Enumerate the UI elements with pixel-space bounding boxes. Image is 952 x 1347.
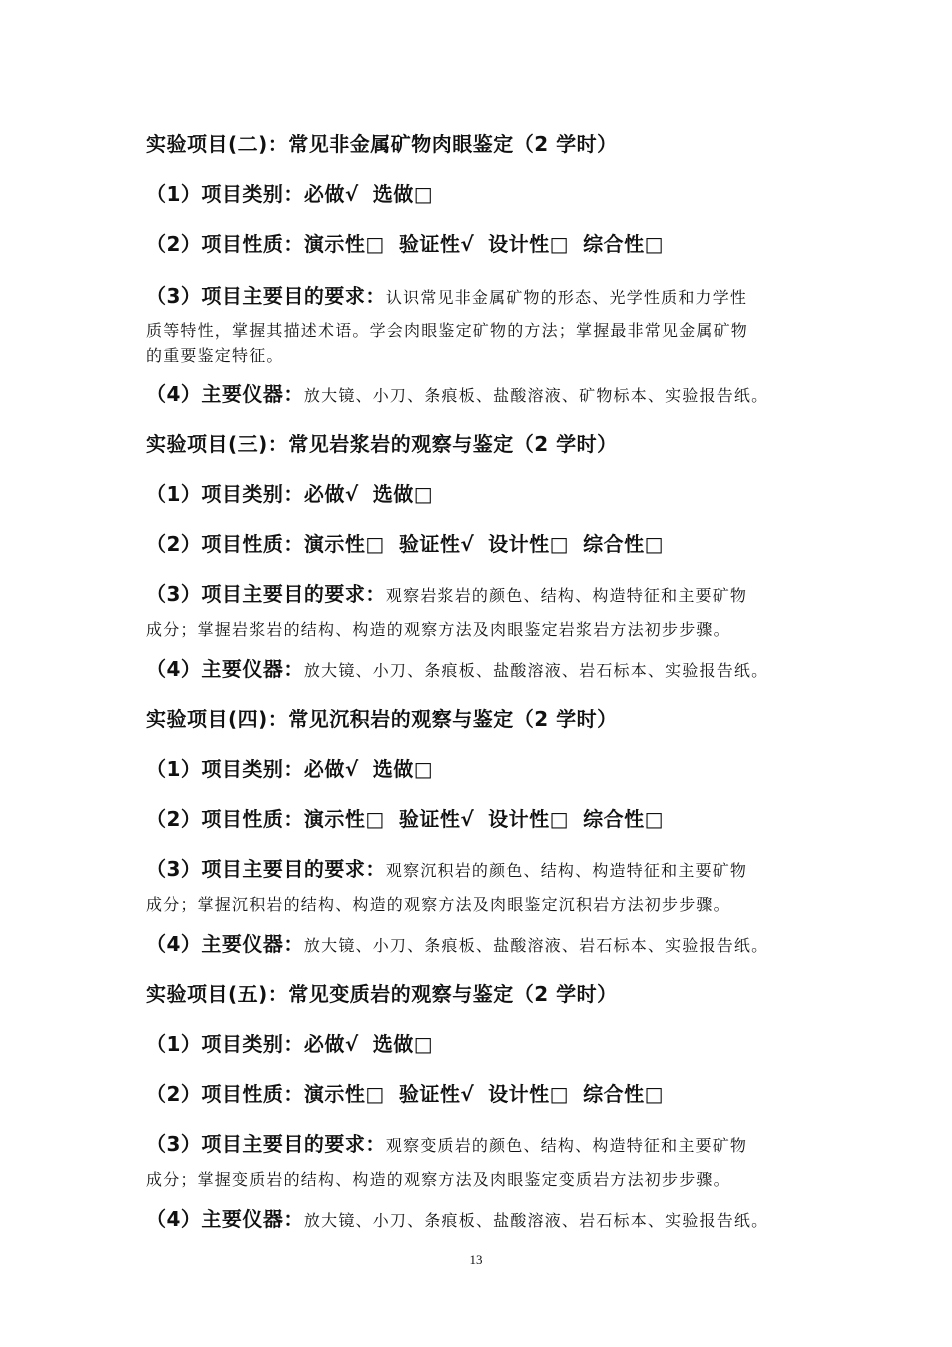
category-line xyxy=(146,178,822,207)
requirement-line xyxy=(146,853,822,882)
requirement-prefix: （3）项目主要目的要求： xyxy=(146,1132,386,1156)
page-number: 13 xyxy=(469,1252,483,1267)
section-title: 实验项目(五)：常见变质岩的观察与鉴定（2 学时） xyxy=(146,982,618,1006)
requirement-prefix: （3）项目主要目的要求： xyxy=(146,857,386,881)
requirement-line xyxy=(146,280,822,309)
category-prefix: （1）项目类别： xyxy=(146,482,304,506)
category-line xyxy=(146,1028,822,1057)
nature-prefix: （2）项目性质： xyxy=(146,1082,304,1106)
category-line xyxy=(146,753,822,782)
requirement-prefix: （3）项目主要目的要求： xyxy=(146,284,386,308)
requirement-text: 观察沉积岩的颜色、结构、构造特征和主要矿物 xyxy=(385,861,748,880)
section-title: 实验项目(三)：常见岩浆岩的观察与鉴定（2 学时） xyxy=(146,432,618,456)
nature-demo: 演示性□ xyxy=(303,532,385,556)
category-prefix: （1）项目类别： xyxy=(146,182,304,206)
requirement-continuation: 质等特性，掌握其描述术语。学会肉眼鉴定矿物的方法；掌握最非常见金属矿物 xyxy=(146,321,749,340)
instruments-prefix: （4）主要仪器： xyxy=(146,657,304,681)
category-optional: 选做□ xyxy=(372,757,434,781)
instruments-line xyxy=(146,928,822,957)
nature-verify: 验证性√ xyxy=(398,807,475,831)
category-optional: 选做□ xyxy=(372,1032,434,1056)
nature-demo: 演示性□ xyxy=(303,807,385,831)
category-must: 必做√ xyxy=(303,482,359,506)
nature-line xyxy=(146,803,822,832)
nature-design: 设计性□ xyxy=(488,532,570,556)
requirement-text: 观察变质岩的颜色、结构、构造特征和主要矿物 xyxy=(385,1136,748,1155)
category-line xyxy=(146,478,822,507)
requirement-line xyxy=(146,578,822,607)
nature-design: 设计性□ xyxy=(488,232,570,256)
category-must: 必做√ xyxy=(303,757,359,781)
instruments-text: 放大镜、小刀、条痕板、盐酸溶液、岩石标本、实验报告纸。 xyxy=(303,936,769,955)
nature-design: 设计性□ xyxy=(488,807,570,831)
section-title: 实验项目(二)：常见非金属矿物肉眼鉴定（2 学时） xyxy=(146,132,618,156)
nature-verify: 验证性√ xyxy=(398,1082,475,1106)
section-title: 实验项目(四)：常见沉积岩的观察与鉴定（2 学时） xyxy=(146,707,618,731)
nature-prefix: （2）项目性质： xyxy=(146,807,304,831)
nature-prefix: （2）项目性质： xyxy=(146,532,304,556)
category-must: 必做√ xyxy=(303,1032,359,1056)
nature-line xyxy=(146,1078,822,1107)
requirement-line xyxy=(146,1128,822,1157)
instruments-text: 放大镜、小刀、条痕板、盐酸溶液、矿物标本、实验报告纸。 xyxy=(303,386,769,405)
requirement-continuation: 成分；掌握沉积岩的结构、构造的观察方法及肉眼鉴定沉积岩方法初步步骤。 xyxy=(146,895,731,914)
category-prefix: （1）项目类别： xyxy=(146,757,304,781)
nature-design: 设计性□ xyxy=(488,1082,570,1106)
instruments-prefix: （4）主要仪器： xyxy=(146,1207,304,1231)
instruments-prefix: （4）主要仪器： xyxy=(146,932,304,956)
requirement-continuation: 成分；掌握岩浆岩的结构、构造的观察方法及肉眼鉴定岩浆岩方法初步步骤。 xyxy=(146,620,731,639)
instruments-text: 放大镜、小刀、条痕板、盐酸溶液、岩石标本、实验报告纸。 xyxy=(303,1211,769,1230)
requirement-text: 认识常见非金属矿物的形态、光学性质和力学性 xyxy=(385,288,748,307)
instruments-line xyxy=(146,1203,822,1232)
category-must: 必做√ xyxy=(303,182,359,206)
nature-line xyxy=(146,528,822,557)
nature-comprehensive: 综合性□ xyxy=(583,232,664,256)
instruments-prefix: （4）主要仪器： xyxy=(146,382,304,406)
nature-line xyxy=(146,228,822,257)
nature-verify: 验证性√ xyxy=(398,232,475,256)
nature-prefix: （2）项目性质： xyxy=(146,232,304,256)
requirement-continuation: 的重要鉴定特征。 xyxy=(146,346,284,365)
nature-demo: 演示性□ xyxy=(303,232,385,256)
nature-comprehensive: 综合性□ xyxy=(583,1082,664,1106)
category-optional: 选做□ xyxy=(372,182,434,206)
category-optional: 选做□ xyxy=(372,482,434,506)
nature-comprehensive: 综合性□ xyxy=(583,807,664,831)
instruments-line xyxy=(146,653,822,682)
requirement-continuation: 成分；掌握变质岩的结构、构造的观察方法及肉眼鉴定变质岩方法初步步骤。 xyxy=(146,1170,731,1189)
nature-verify: 验证性√ xyxy=(398,532,475,556)
requirement-prefix: （3）项目主要目的要求： xyxy=(146,582,386,606)
nature-comprehensive: 综合性□ xyxy=(583,532,664,556)
requirement-text: 观察岩浆岩的颜色、结构、构造特征和主要矿物 xyxy=(385,586,748,605)
nature-demo: 演示性□ xyxy=(303,1082,385,1106)
instruments-text: 放大镜、小刀、条痕板、盐酸溶液、岩石标本、实验报告纸。 xyxy=(303,661,769,680)
category-prefix: （1）项目类别： xyxy=(146,1032,304,1056)
instruments-line xyxy=(146,378,822,407)
